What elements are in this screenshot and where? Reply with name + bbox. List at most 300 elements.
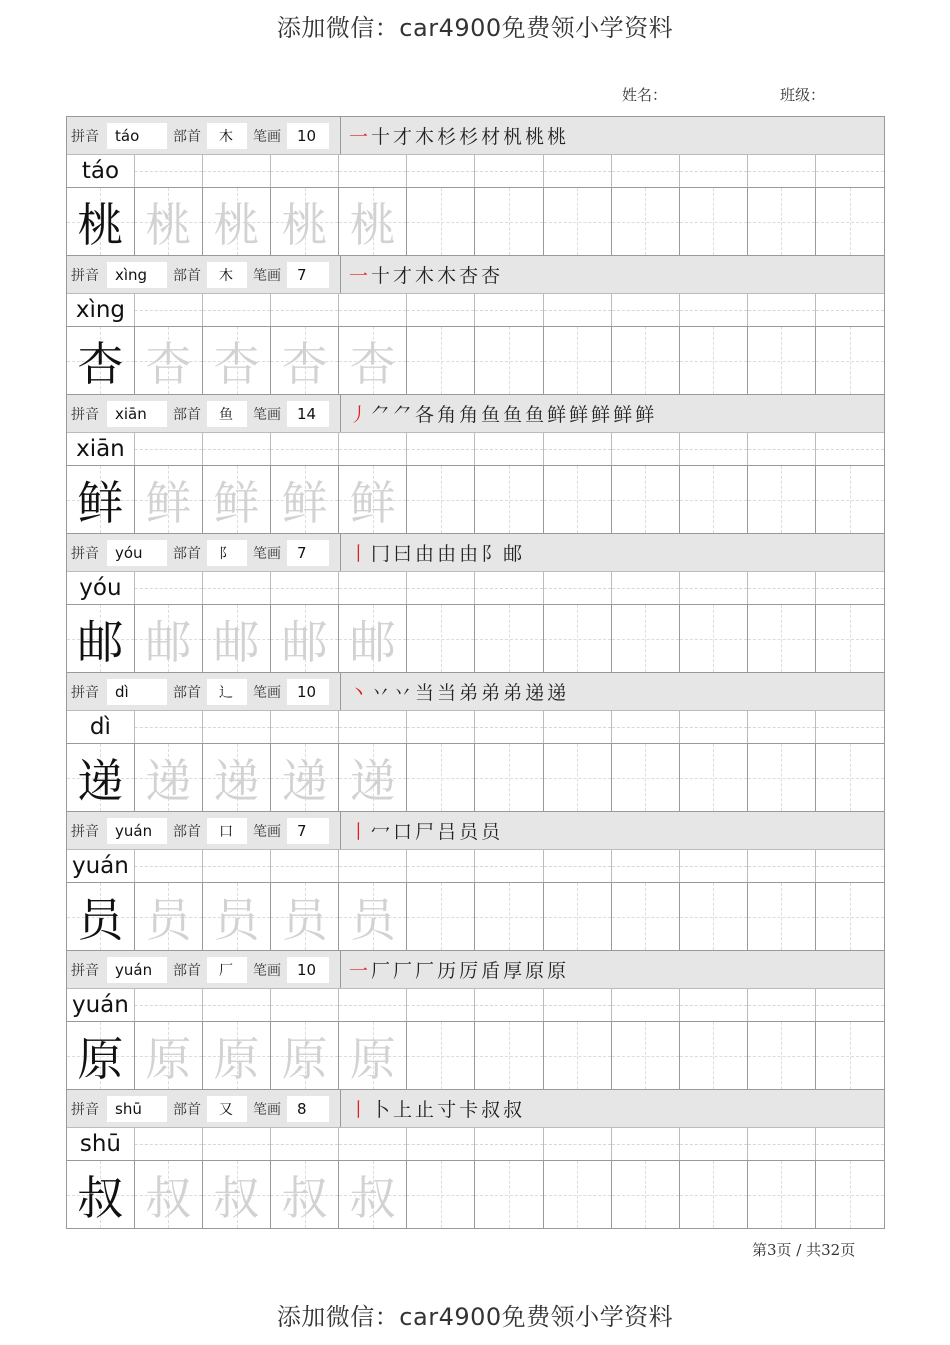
pinyin-writing-cell[interactable]	[407, 1128, 475, 1160]
pinyin-heading: yóu	[67, 572, 135, 604]
trace-character: 邮	[213, 614, 260, 669]
pinyin-writing-cell[interactable]	[612, 572, 680, 604]
pinyin-writing-cell[interactable]	[748, 850, 816, 882]
model-character: 桃	[77, 197, 124, 252]
blank-writing-cell[interactable]	[680, 605, 748, 672]
blank-writing-cell[interactable]	[544, 1161, 612, 1228]
blank-writing-cell[interactable]	[407, 605, 475, 672]
trace-character: 员	[281, 892, 328, 947]
stroke-step: 尸	[415, 821, 438, 843]
pinyin-practice-row	[67, 988, 884, 1021]
trace-character-cell[interactable]	[135, 466, 203, 533]
pinyin-writing-cell[interactable]	[203, 294, 271, 326]
trace-character: 员	[213, 892, 260, 947]
blank-writing-cell[interactable]	[816, 188, 884, 255]
stroke-step: 桃	[547, 126, 570, 148]
stroke-step: 才	[393, 265, 416, 287]
pinyin-writing-cell[interactable]	[203, 989, 271, 1021]
pinyin-writing-cell[interactable]	[407, 155, 475, 187]
trace-character-cell[interactable]	[339, 188, 407, 255]
blank-writing-cell[interactable]	[407, 1022, 475, 1089]
pinyin-writing-cell[interactable]	[748, 989, 816, 1021]
character-practice-row	[67, 882, 884, 950]
pinyin-writing-cell[interactable]	[816, 1128, 884, 1160]
pinyin-writing-cell[interactable]	[680, 572, 748, 604]
pinyin-writing-cell[interactable]	[612, 711, 680, 743]
pinyin-writing-cell[interactable]	[748, 155, 816, 187]
trace-character-cell[interactable]	[203, 466, 271, 533]
stroke-count-label: 笔画	[253, 1101, 281, 1118]
stroke-step: 卜	[371, 1099, 394, 1121]
pinyin-writing-cell[interactable]	[271, 294, 339, 326]
trace-character-cell[interactable]	[271, 605, 339, 672]
info-row	[67, 1089, 884, 1127]
trace-character-cell[interactable]	[339, 327, 407, 394]
pinyin-value: xìng	[107, 262, 167, 288]
stroke-step: 历	[437, 960, 460, 982]
pinyin-practice-row	[67, 849, 884, 882]
pinyin-writing-cell[interactable]	[612, 989, 680, 1021]
trace-character-cell[interactable]	[339, 1022, 407, 1089]
pinyin-writing-cell[interactable]	[475, 989, 543, 1021]
pinyin-writing-cell[interactable]	[612, 155, 680, 187]
blank-writing-cell[interactable]	[612, 1022, 680, 1089]
blank-writing-cell[interactable]	[475, 883, 543, 950]
blank-writing-cell[interactable]	[748, 605, 816, 672]
trace-character-cell[interactable]	[271, 1022, 339, 1089]
trace-character: 鲜	[145, 475, 192, 530]
blank-writing-cell[interactable]	[544, 883, 612, 950]
blank-writing-cell[interactable]	[475, 466, 543, 533]
blank-writing-cell[interactable]	[680, 327, 748, 394]
stroke-step: 员	[459, 821, 482, 843]
pinyin-writing-cell[interactable]	[748, 711, 816, 743]
radical-label: 部首	[173, 1101, 201, 1118]
blank-writing-cell[interactable]	[475, 1022, 543, 1089]
stroke-count-label: 笔画	[253, 962, 281, 979]
info-fields	[67, 1090, 340, 1127]
stroke-step: 杏	[481, 265, 504, 287]
model-character: 员	[77, 892, 124, 947]
pinyin-writing-cell[interactable]	[203, 850, 271, 882]
stroke-step: 鲜	[569, 404, 592, 426]
trace-character-cell[interactable]	[271, 466, 339, 533]
trace-character-cell[interactable]	[271, 883, 339, 950]
blank-writing-cell[interactable]	[680, 466, 748, 533]
pinyin-heading: yuán	[67, 989, 135, 1021]
trace-character-cell[interactable]	[135, 1161, 203, 1228]
pinyin-writing-cell[interactable]	[544, 294, 612, 326]
pinyin-practice-row	[67, 1127, 884, 1160]
pinyin-writing-cell[interactable]	[203, 155, 271, 187]
trace-character-cell[interactable]	[339, 744, 407, 811]
stroke-step: 寸	[437, 1099, 460, 1121]
trace-character-cell[interactable]	[135, 883, 203, 950]
pinyin-writing-cell[interactable]	[339, 850, 407, 882]
page-number: 第3页 / 共32页	[752, 1241, 856, 1259]
character-practice-row	[67, 465, 884, 533]
stroke-step: 木	[437, 265, 460, 287]
trace-character-cell[interactable]	[203, 1161, 271, 1228]
pinyin-writing-cell[interactable]	[271, 711, 339, 743]
trace-character: 原	[145, 1031, 192, 1086]
stroke-step: 角	[437, 404, 460, 426]
stroke-step: 丿	[349, 404, 372, 426]
trace-character-cell[interactable]	[135, 188, 203, 255]
stroke-count-value: 10	[287, 679, 329, 705]
blank-writing-cell[interactable]	[544, 466, 612, 533]
pinyin-writing-cell[interactable]	[475, 155, 543, 187]
pinyin-writing-cell[interactable]	[339, 433, 407, 465]
trace-character: 员	[349, 892, 396, 947]
blank-writing-cell[interactable]	[748, 1022, 816, 1089]
stroke-step: 一	[349, 265, 372, 287]
trace-character-cell[interactable]	[203, 744, 271, 811]
info-fields	[67, 256, 340, 293]
pinyin-writing-cell[interactable]	[135, 711, 203, 743]
pinyin-writing-cell[interactable]	[612, 850, 680, 882]
pinyin-writing-cell[interactable]	[475, 294, 543, 326]
blank-writing-cell[interactable]	[612, 466, 680, 533]
trace-character: 鲜	[349, 475, 396, 530]
pinyin-writing-cell[interactable]	[816, 433, 884, 465]
stroke-step: 弟	[481, 682, 504, 704]
radical-label: 部首	[173, 545, 201, 562]
stroke-order	[340, 395, 884, 432]
trace-character-cell[interactable]	[135, 605, 203, 672]
trace-character-cell[interactable]	[203, 327, 271, 394]
stroke-step: 杉	[459, 126, 482, 148]
stroke-step: 木	[415, 265, 438, 287]
pinyin-writing-cell[interactable]	[339, 572, 407, 604]
blank-writing-cell[interactable]	[612, 188, 680, 255]
pinyin-writing-cell[interactable]	[135, 1128, 203, 1160]
trace-character: 原	[213, 1031, 260, 1086]
blank-writing-cell[interactable]	[816, 1022, 884, 1089]
pinyin-label: 拼音	[71, 406, 99, 423]
trace-character: 桃	[213, 197, 260, 252]
stroke-step: 止	[415, 1099, 438, 1121]
pinyin-writing-cell[interactable]	[544, 433, 612, 465]
blank-writing-cell[interactable]	[407, 466, 475, 533]
stroke-step: 丷	[393, 682, 416, 704]
trace-character-cell[interactable]	[203, 1022, 271, 1089]
pinyin-writing-cell[interactable]	[339, 155, 407, 187]
blank-writing-cell[interactable]	[407, 883, 475, 950]
info-row	[67, 811, 884, 849]
radical-value: 厂	[207, 957, 247, 983]
stroke-step: 由	[415, 543, 438, 565]
blank-writing-cell[interactable]	[475, 1161, 543, 1228]
pinyin-writing-cell[interactable]	[271, 850, 339, 882]
pinyin-writing-cell[interactable]	[816, 850, 884, 882]
pinyin-writing-cell[interactable]	[135, 155, 203, 187]
pinyin-writing-cell[interactable]	[407, 433, 475, 465]
stroke-step: 十	[371, 265, 394, 287]
radical-value: 木	[207, 123, 247, 149]
blank-writing-cell[interactable]	[612, 1161, 680, 1228]
pinyin-writing-cell[interactable]	[680, 711, 748, 743]
trace-character: 杏	[213, 336, 260, 391]
stroke-step: 冖	[371, 821, 394, 843]
pinyin-writing-cell[interactable]	[407, 850, 475, 882]
trace-character: 邮	[145, 614, 192, 669]
trace-character-cell[interactable]	[271, 744, 339, 811]
pinyin-writing-cell[interactable]	[680, 433, 748, 465]
stroke-order	[340, 1090, 884, 1127]
trace-character: 邮	[349, 614, 396, 669]
trace-character: 杏	[281, 336, 328, 391]
blank-writing-cell[interactable]	[407, 744, 475, 811]
blank-writing-cell[interactable]	[816, 605, 884, 672]
stroke-step: 上	[393, 1099, 416, 1121]
character-practice-row	[67, 326, 884, 394]
character-practice-row	[67, 743, 884, 811]
pinyin-writing-cell[interactable]	[203, 433, 271, 465]
blank-writing-cell[interactable]	[816, 744, 884, 811]
blank-writing-cell[interactable]	[407, 188, 475, 255]
pinyin-practice-row	[67, 154, 884, 187]
pinyin-value: táo	[107, 123, 167, 149]
pinyin-writing-cell[interactable]	[135, 294, 203, 326]
trace-character-cell[interactable]	[271, 327, 339, 394]
model-character-cell	[67, 466, 135, 533]
pinyin-label: 拼音	[71, 1101, 99, 1118]
pinyin-writing-cell[interactable]	[203, 572, 271, 604]
stroke-step: 厚	[503, 960, 526, 982]
pinyin-writing-cell[interactable]	[680, 155, 748, 187]
model-character: 鲜	[77, 475, 124, 530]
trace-character-cell[interactable]	[203, 883, 271, 950]
blank-writing-cell[interactable]	[544, 744, 612, 811]
blank-writing-cell[interactable]	[475, 605, 543, 672]
stroke-step: 鲜	[635, 404, 658, 426]
info-fields	[67, 395, 340, 432]
blank-writing-cell[interactable]	[748, 188, 816, 255]
info-fields	[67, 951, 340, 988]
pinyin-writing-cell[interactable]	[816, 572, 884, 604]
blank-writing-cell[interactable]	[544, 188, 612, 255]
stroke-count-value: 8	[287, 1096, 329, 1122]
pinyin-writing-cell[interactable]	[612, 294, 680, 326]
trace-character-cell[interactable]	[271, 1161, 339, 1228]
trace-character-cell[interactable]	[339, 1161, 407, 1228]
trace-character-cell[interactable]	[203, 605, 271, 672]
stroke-step: 杋	[503, 126, 526, 148]
stroke-step: 盾	[481, 960, 504, 982]
pinyin-writing-cell[interactable]	[748, 433, 816, 465]
radical-label: 部首	[173, 128, 201, 145]
pinyin-writing-cell[interactable]	[475, 572, 543, 604]
stroke-order	[340, 117, 884, 154]
stroke-step: ⺈	[393, 404, 416, 426]
trace-character: 递	[213, 753, 260, 808]
pinyin-writing-cell[interactable]	[475, 1128, 543, 1160]
trace-character: 鲜	[213, 475, 260, 530]
stroke-order	[340, 534, 884, 571]
pinyin-writing-cell[interactable]	[816, 989, 884, 1021]
pinyin-writing-cell[interactable]	[475, 850, 543, 882]
pinyin-writing-cell[interactable]	[680, 989, 748, 1021]
trace-character-cell[interactable]	[135, 1022, 203, 1089]
pinyin-writing-cell[interactable]	[271, 1128, 339, 1160]
pinyin-writing-cell[interactable]	[816, 294, 884, 326]
pinyin-label: 拼音	[71, 962, 99, 979]
pinyin-writing-cell[interactable]	[816, 155, 884, 187]
pinyin-practice-row	[67, 710, 884, 743]
pinyin-value: yuán	[107, 957, 167, 983]
pinyin-writing-cell[interactable]	[407, 989, 475, 1021]
pinyin-writing-cell[interactable]	[544, 155, 612, 187]
stroke-step: 原	[547, 960, 570, 982]
trace-character-cell[interactable]	[135, 327, 203, 394]
pinyin-writing-cell[interactable]	[544, 989, 612, 1021]
info-fields	[67, 117, 340, 154]
class-label: 班级：	[780, 86, 826, 104]
stroke-step: 角	[459, 404, 482, 426]
blank-writing-cell[interactable]	[748, 466, 816, 533]
pinyin-writing-cell[interactable]	[339, 294, 407, 326]
pinyin-writing-cell[interactable]	[203, 1128, 271, 1160]
pinyin-writing-cell[interactable]	[748, 294, 816, 326]
radical-value: 又	[207, 1096, 247, 1122]
blank-writing-cell[interactable]	[816, 327, 884, 394]
blank-writing-cell[interactable]	[407, 1161, 475, 1228]
info-row	[67, 533, 884, 571]
pinyin-writing-cell[interactable]	[407, 711, 475, 743]
info-row	[67, 116, 884, 154]
pinyin-heading: xìng	[67, 294, 135, 326]
pinyin-writing-cell[interactable]	[544, 711, 612, 743]
blank-writing-cell[interactable]	[612, 605, 680, 672]
radical-value: 鱼	[207, 401, 247, 427]
trace-character-cell[interactable]	[271, 188, 339, 255]
pinyin-writing-cell[interactable]	[135, 572, 203, 604]
radical-label: 部首	[173, 267, 201, 284]
blank-writing-cell[interactable]	[680, 744, 748, 811]
blank-writing-cell[interactable]	[475, 744, 543, 811]
pinyin-writing-cell[interactable]	[680, 850, 748, 882]
stroke-step: 原	[525, 960, 548, 982]
pinyin-value: yóu	[107, 540, 167, 566]
stroke-step: 厂	[393, 960, 416, 982]
pinyin-writing-cell[interactable]	[271, 155, 339, 187]
blank-writing-cell[interactable]	[816, 1161, 884, 1228]
blank-writing-cell[interactable]	[680, 1161, 748, 1228]
blank-writing-cell[interactable]	[475, 188, 543, 255]
pinyin-writing-cell[interactable]	[544, 1128, 612, 1160]
pinyin-writing-cell[interactable]	[135, 989, 203, 1021]
blank-writing-cell[interactable]	[748, 744, 816, 811]
pinyin-label: 拼音	[71, 545, 99, 562]
stroke-step: 曰	[393, 543, 416, 565]
trace-character-cell[interactable]	[135, 744, 203, 811]
info-row	[67, 950, 884, 988]
pinyin-writing-cell[interactable]	[544, 850, 612, 882]
character-entry	[67, 116, 884, 255]
trace-character-cell[interactable]	[339, 883, 407, 950]
trace-character: 员	[145, 892, 192, 947]
pinyin-writing-cell[interactable]	[339, 1128, 407, 1160]
pinyin-writing-cell[interactable]	[612, 1128, 680, 1160]
pinyin-writing-cell[interactable]	[680, 294, 748, 326]
pinyin-writing-cell[interactable]	[135, 850, 203, 882]
trace-character-cell[interactable]	[339, 605, 407, 672]
pinyin-writing-cell[interactable]	[748, 1128, 816, 1160]
blank-writing-cell[interactable]	[816, 883, 884, 950]
stroke-count-value: 7	[287, 818, 329, 844]
blank-writing-cell[interactable]	[748, 1161, 816, 1228]
pinyin-writing-cell[interactable]	[544, 572, 612, 604]
blank-writing-cell[interactable]	[816, 466, 884, 533]
pinyin-writing-cell[interactable]	[407, 572, 475, 604]
stroke-step: 丷	[371, 682, 394, 704]
trace-character: 桃	[281, 197, 328, 252]
pinyin-writing-cell[interactable]	[816, 711, 884, 743]
stroke-count-value: 7	[287, 262, 329, 288]
blank-writing-cell[interactable]	[407, 327, 475, 394]
pinyin-writing-cell[interactable]	[339, 711, 407, 743]
pinyin-writing-cell[interactable]	[271, 433, 339, 465]
info-row	[67, 394, 884, 432]
stroke-count-label: 笔画	[253, 545, 281, 562]
pinyin-writing-cell[interactable]	[475, 433, 543, 465]
pinyin-writing-cell[interactable]	[612, 433, 680, 465]
pinyin-writing-cell[interactable]	[271, 989, 339, 1021]
stroke-step: 木	[415, 126, 438, 148]
stroke-step: 材	[481, 126, 504, 148]
pinyin-heading: yuán	[67, 850, 135, 882]
blank-writing-cell[interactable]	[544, 1022, 612, 1089]
stroke-count-label: 笔画	[253, 823, 281, 840]
blank-writing-cell[interactable]	[748, 883, 816, 950]
pinyin-writing-cell[interactable]	[407, 294, 475, 326]
blank-writing-cell[interactable]	[680, 1022, 748, 1089]
blank-writing-cell[interactable]	[612, 883, 680, 950]
trace-character-cell[interactable]	[339, 466, 407, 533]
stroke-count-label: 笔画	[253, 267, 281, 284]
stroke-order	[340, 673, 884, 710]
stroke-step: 弟	[459, 682, 482, 704]
pinyin-writing-cell[interactable]	[135, 433, 203, 465]
model-character-cell	[67, 605, 135, 672]
info-fields	[67, 812, 340, 849]
model-character: 递	[77, 753, 124, 808]
blank-writing-cell[interactable]	[612, 327, 680, 394]
pinyin-writing-cell[interactable]	[203, 711, 271, 743]
pinyin-practice-row	[67, 293, 884, 326]
trace-character: 原	[349, 1031, 396, 1086]
blank-writing-cell[interactable]	[544, 605, 612, 672]
radical-label: 部首	[173, 684, 201, 701]
blank-writing-cell[interactable]	[612, 744, 680, 811]
blank-writing-cell[interactable]	[680, 188, 748, 255]
radical-value: 口	[207, 818, 247, 844]
blank-writing-cell[interactable]	[475, 327, 543, 394]
pinyin-writing-cell[interactable]	[271, 572, 339, 604]
blank-writing-cell[interactable]	[680, 883, 748, 950]
pinyin-value: yuán	[107, 818, 167, 844]
trace-character: 递	[349, 753, 396, 808]
pinyin-writing-cell[interactable]	[748, 572, 816, 604]
blank-writing-cell[interactable]	[544, 327, 612, 394]
blank-writing-cell[interactable]	[748, 327, 816, 394]
pinyin-writing-cell[interactable]	[339, 989, 407, 1021]
pinyin-writing-cell[interactable]	[475, 711, 543, 743]
pinyin-value: shū	[107, 1096, 167, 1122]
trace-character-cell[interactable]	[203, 188, 271, 255]
pinyin-writing-cell[interactable]	[680, 1128, 748, 1160]
